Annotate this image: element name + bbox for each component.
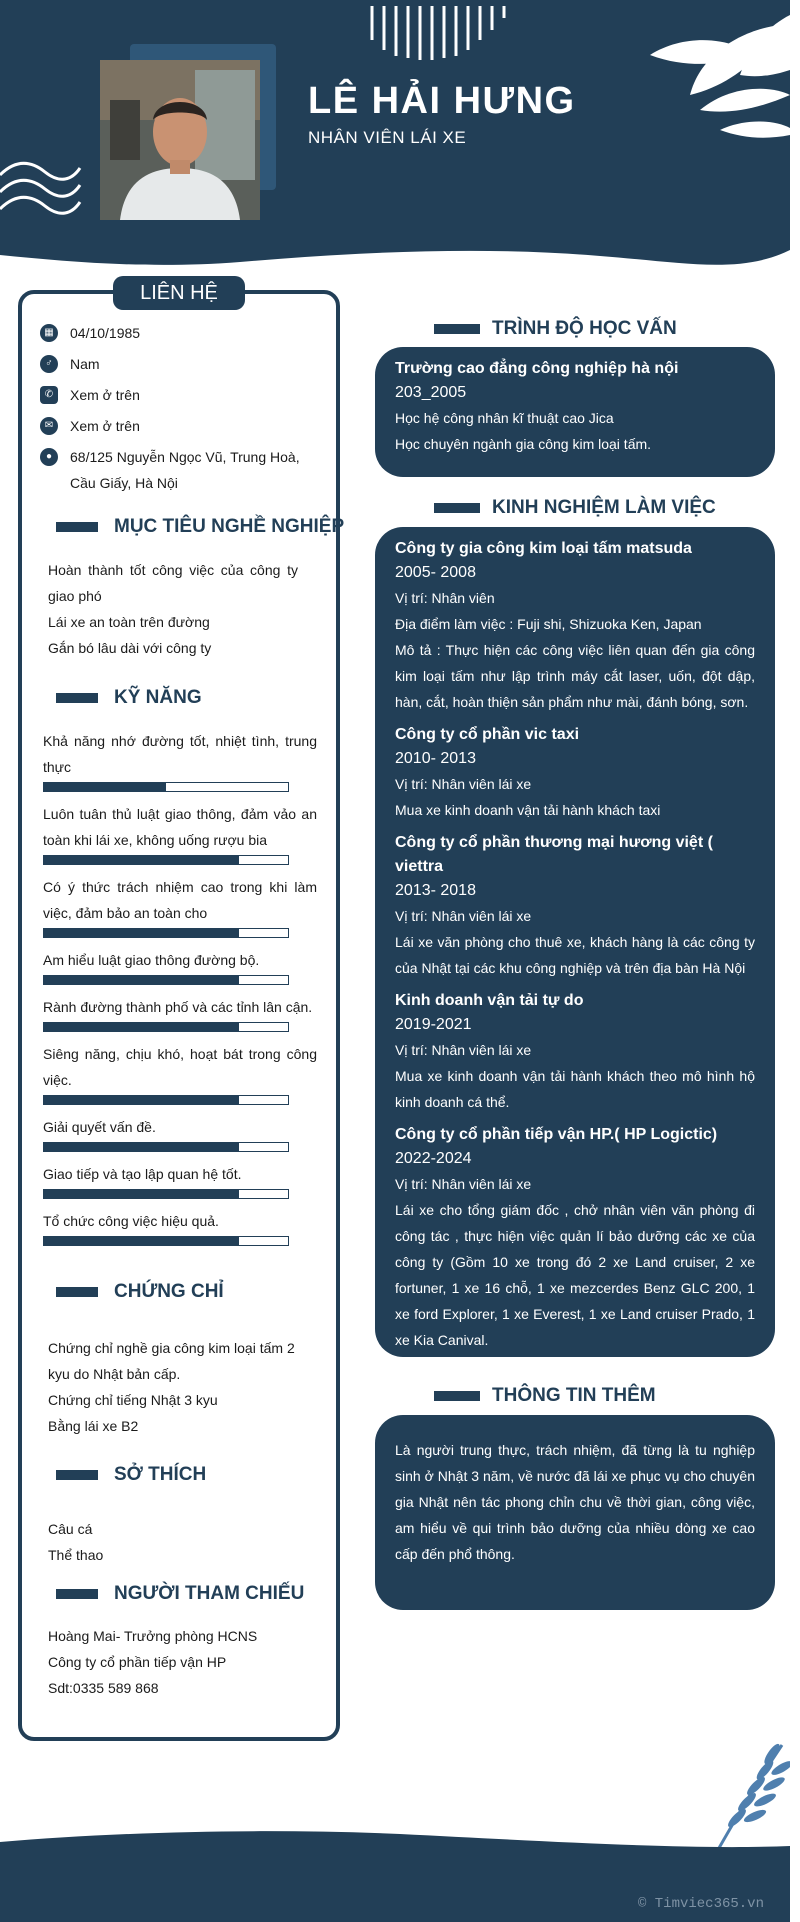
certificates-title: CHỨNG CHỈ: [114, 1281, 224, 1302]
job-company: Kinh doanh vận tải tự do: [395, 992, 584, 1009]
skill-bar-fill: [44, 856, 239, 864]
hobbies-list: [48, 1516, 103, 1568]
education-school: Trường cao đẳng công nghiệp hà nội: [395, 360, 679, 377]
education-line: Học hệ công nhân kĩ thuật cao Jica: [395, 410, 614, 426]
skill-bar-fill: [44, 1143, 239, 1151]
skill-item: [43, 1114, 317, 1152]
career-goal-heading: [56, 516, 344, 538]
avatar: [100, 60, 260, 220]
skill-text: Rành đường thành phố và các tỉnh lân cận.: [43, 999, 313, 1015]
job-line: Vị trí: Nhân viên lái xe: [395, 1042, 532, 1058]
more-info-heading: [434, 1385, 656, 1407]
contact-address: [40, 444, 310, 496]
skill-bar-fill: [44, 976, 239, 984]
skill-bar: [43, 782, 289, 792]
references-list: [48, 1623, 257, 1701]
footer-banner: [0, 1820, 790, 1922]
job-entry: [395, 1123, 755, 1353]
skills-title: KỸ NĂNG: [114, 687, 202, 708]
skill-text: Khả năng nhớ đường tốt, nhiệt tình, trung thực: [43, 733, 317, 775]
skill-bar-fill: [44, 1237, 239, 1245]
email-icon: ✉: [40, 417, 58, 435]
skill-item: [43, 801, 317, 865]
skill-bar-fill: [44, 929, 239, 937]
career-goal-line: Hoàn thành tốt công việc của công ty giao phó: [48, 562, 298, 604]
job-line: Mua xe kinh doanh vận tải hành khách theo mô hình hộ kinh doanh cá thể.: [395, 1068, 755, 1110]
job-line: Lái xe cho tổng giám đốc , chở nhân viên văn phòng đi công tác , thực hiện việc quản lí bảo dưỡng các xe của công ty (Gồm 10 xe trong đó 2 xe Land cruiser, 2 xe fortuner, 1 xe 16 chỗ, 1 xe mezcerdes Benz GLC 200, 1 xe ford Explorer, 1 xe Everest, 1 xe Land cruiser Prado, 1 xe Kia Canival.: [395, 1202, 755, 1348]
skill-item: [43, 874, 317, 938]
hobby-line: Câu cá: [48, 1521, 93, 1537]
location-icon: ●: [40, 448, 58, 466]
skill-text: Luôn tuân thủ luật giao thông, đảm vảo an toàn khi lái xe, không uống rượu bia: [43, 806, 317, 848]
education-heading: [434, 318, 677, 340]
contact-birthday: [40, 320, 140, 346]
job-line: Địa điểm làm việc : Fuji shi, Shizuoka Ken, Japan: [395, 616, 702, 632]
career-goal-line: Gắn bó lâu dài với công ty: [48, 640, 212, 656]
experience-box: [375, 527, 775, 1357]
skill-bar: [43, 1142, 289, 1152]
job-line: Lái xe văn phòng cho thuê xe, khách hàng là các công ty của Nhật tại các khu công nghiệp và trên địa bàn Hà Nội: [395, 934, 755, 976]
contact-gender-text: Nam: [70, 356, 100, 372]
skill-bar: [43, 1095, 289, 1105]
skill-text: Giải quyết vấn đề.: [43, 1119, 156, 1135]
job-line: Vị trí: Nhân viên lái xe: [395, 776, 532, 792]
more-info-title: THÔNG TIN THÊM: [492, 1385, 656, 1406]
skills-heading: [56, 687, 202, 709]
job-company: Công ty cổ phần vic taxi: [395, 726, 580, 743]
hobbies-title: SỞ THÍCH: [114, 1464, 207, 1485]
job-line: Vị trí: Nhân viên lái xe: [395, 1176, 532, 1192]
references-heading: [56, 1583, 304, 1605]
contact-gender: [40, 351, 100, 377]
skill-item: [43, 994, 317, 1032]
skill-text: Am hiểu luật giao thông đường bộ.: [43, 952, 260, 968]
contact-title: LIÊN HỆ: [113, 276, 245, 310]
cake-icon: ▦: [40, 324, 58, 342]
job-company: Công ty cổ phần thương mại hương việt ( viettra: [395, 834, 713, 875]
job-entry: [395, 989, 755, 1115]
skill-bar-fill: [44, 783, 166, 791]
job-line: Vị trí: Nhân viên: [395, 590, 495, 606]
contact-birthday-text: 04/10/1985: [70, 325, 141, 341]
skill-item: [43, 1161, 317, 1199]
reference-line: Công ty cổ phần tiếp vận HP: [48, 1654, 227, 1670]
skill-bar: [43, 975, 289, 985]
career-goal-title: MỤC TIÊU NGHỀ NGHIỆP: [114, 516, 345, 537]
experience-heading: [434, 497, 716, 519]
gender-icon: ♂: [40, 355, 58, 373]
skill-text: Giao tiếp và tạo lập quan hệ tốt.: [43, 1166, 242, 1182]
more-info-text: Là người trung thực, trách nhiệm, đã từng là tu nghiệp sinh ở Nhật 3 năm, về nước đã lái xe phục vụ cho chuyên gia Nhật nên tác phong chỉn chu về thời gian, công việc, am hiểu về qui trình bảo dưỡng của nhiều dòng xe cao cấp đến phổ thông.: [395, 1442, 755, 1562]
certificates-heading: [56, 1281, 224, 1303]
reference-line: Hoàng Mai- Trưởng phòng HCNS: [48, 1628, 258, 1644]
contact-phone: [40, 382, 140, 408]
skill-text: Tổ chức công việc hiệu quả.: [43, 1213, 219, 1229]
skill-bar: [43, 1189, 289, 1199]
job-line: Vị trí: Nhân viên lái xe: [395, 908, 532, 924]
phone-icon: ✆: [40, 386, 58, 404]
skill-item: [43, 1041, 317, 1105]
more-info-box: [375, 1415, 775, 1610]
job-years: 2013- 2018: [395, 882, 476, 899]
skill-item: [43, 1208, 317, 1246]
candidate-role: NHÂN VIÊN LÁI XE: [308, 128, 467, 147]
education-line: Học chuyên ngành gia công kim loại tấm.: [395, 436, 652, 452]
career-goal-list: [48, 557, 298, 661]
education-years: 203_2005: [395, 384, 467, 401]
skill-bar-fill: [44, 1023, 239, 1031]
skill-bar: [43, 928, 289, 938]
certificate-line: Bằng lái xe B2: [48, 1418, 139, 1434]
header-banner: [0, 0, 790, 270]
certificate-line: Chứng chỉ tiếng Nhật 3 kyu: [48, 1392, 218, 1408]
job-company: Công ty cổ phần tiếp vận HP.( HP Logictic): [395, 1126, 718, 1143]
job-entry: [395, 537, 755, 715]
job-line: Mua xe kinh doanh vận tải hành khách taxi: [395, 802, 661, 818]
certificate-line: Chứng chỉ nghề gia công kim loại tấm 2 kyu do Nhật bản cấp.: [48, 1340, 295, 1382]
contact-email: [40, 413, 140, 439]
references-title: NGƯỜI THAM CHIẾU: [114, 1583, 305, 1604]
job-entry: [395, 831, 755, 981]
candidate-name: LÊ HẢI HƯNG: [308, 80, 576, 122]
skill-bar-fill: [44, 1096, 239, 1104]
contact-email-text: Xem ở trên: [70, 418, 140, 434]
skill-item: [43, 728, 317, 792]
skill-bar: [43, 1236, 289, 1246]
job-line: Mô tả : Thực hiện các công việc liên quan đến gia công kim loại tấm như lập trình máy cắt laser, uốn, đột dập, hàn, cắt, hoàn thiện sản phẩm như mài, đánh bóng, sơn.: [395, 642, 755, 710]
education-title: TRÌNH ĐỘ HỌC VẤN: [492, 318, 677, 339]
reference-line: Sdt:0335 589 868: [48, 1680, 159, 1696]
skill-text: Có ý thức trách nhiệm cao trong khi làm việc, đảm bảo an toàn cho: [43, 879, 317, 921]
skill-text: Siêng năng, chịu khó, hoạt bát trong công việc.: [43, 1046, 317, 1088]
skill-bar: [43, 855, 289, 865]
hobbies-heading: [56, 1464, 206, 1486]
skill-item: [43, 947, 317, 985]
career-goal-line: Lái xe an toàn trên đường: [48, 614, 210, 630]
job-years: 2010- 2013: [395, 750, 476, 767]
job-entry: [395, 723, 755, 823]
experience-title: KINH NGHIỆM LÀM VIỆC: [492, 497, 716, 518]
skill-bar-fill: [44, 1190, 239, 1198]
job-years: 2019-2021: [395, 1016, 472, 1033]
contact-address-text: 68/125 Nguyễn Ngọc Vũ, Trung Hoà, Cầu Giấy, Hà Nội: [70, 449, 300, 491]
job-years: 2005- 2008: [395, 564, 476, 581]
certificates-list: [48, 1335, 308, 1439]
hobby-line: Thể thao: [48, 1547, 104, 1563]
site-credit: © Timviec365.vn: [637, 1896, 764, 1912]
education-box: [375, 347, 775, 477]
job-company: Công ty gia công kim loại tấm matsuda: [395, 540, 692, 557]
contact-phone-text: Xem ở trên: [70, 387, 140, 403]
job-years: 2022-2024: [395, 1150, 472, 1167]
skill-bar: [43, 1022, 289, 1032]
